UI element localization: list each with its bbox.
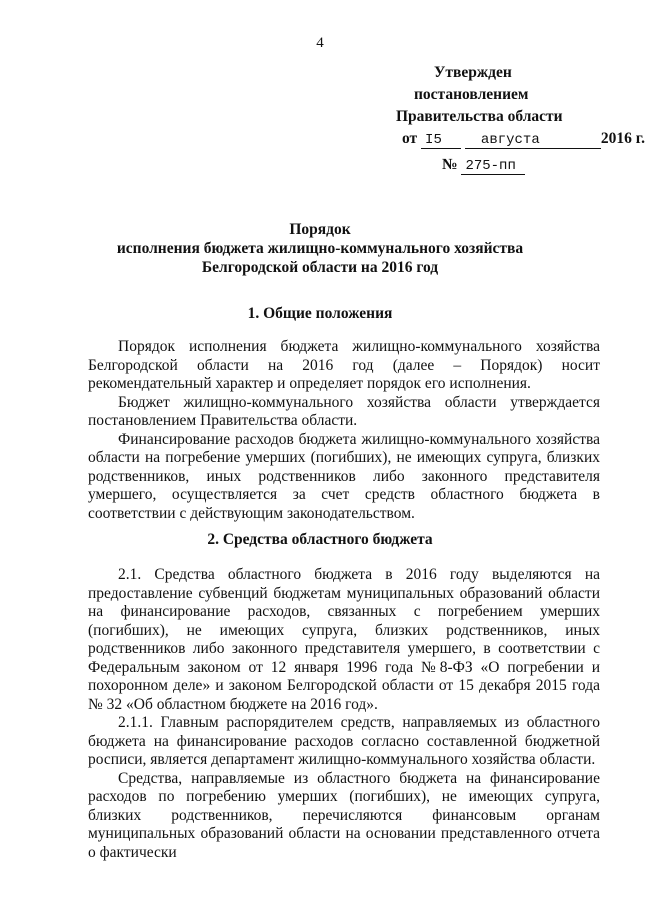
approval-year: 2016 г. — [600, 130, 645, 147]
approval-number: 275-пп — [461, 158, 525, 175]
approval-stamp — [394, 62, 645, 176]
section-2-heading: 2. Средства областного бюджета — [207, 531, 433, 548]
approval-date-line — [394, 128, 645, 150]
paragraph: Порядок исполнения бюджета жилищно-коммунального хозяйства Белгородской области на 2016 год (далее – Порядок) носит рекомендательный характер и определяет порядок его исполнения. — [88, 338, 600, 392]
title-line-1: Порядок — [289, 221, 351, 238]
paragraph: 2.1. Средства областного бюджета в 2016 году выделяются на предоставление субвенций бюджетам муниципальных образований области на финансирование расходов, связанных с погребением умерших (погибших), не имеющих супруга, близких родственников, иных родственников либо законного представителя умершего, в соответствии с Федеральным законом от 12 января 1996 года №8-ФЗ «О погребении и похоронном деле» и законом Белгородской области от 15 декабря 2015 года № 32 «Об областном бюджете на 2016 год». — [88, 566, 600, 713]
approval-number-line — [394, 154, 645, 176]
paragraph: Финансирование расходов бюджета жилищно-коммунального хозяйства области на погребение умерших (погибших), не имеющих супруга, близких родственников, иных родственников либо законного представителя умершего, осуществляется за счет средств областного бюджета в соответствии с действующим законодательством. — [88, 430, 600, 522]
approval-line-resolution: постановлением — [414, 86, 529, 103]
approval-day: I5 — [421, 132, 461, 149]
paragraph: 2.1.1. Главным распорядителем средств, направляемых из областного бюджета на финансирование расходов согласно составленной бюджетной росписи, является департамент жилищно-коммунального хозяйства области. — [88, 714, 600, 768]
section-1-heading: 1. Общие положения — [247, 305, 393, 322]
approval-line-government: Правительства области — [396, 108, 563, 125]
approval-month: августа — [465, 132, 601, 149]
paragraph: Средства, направляемые из областного бюджета на финансирование расходов по погребению умерших (погибших), не имеющих супруга, близких родственников, перечисляются финансовым органам муниципальных образований области на основании представленного отчета о фактически — [88, 769, 600, 861]
approval-date-prefix: от — [402, 130, 418, 147]
paragraph: Бюджет жилищно-коммунального хозяйства области утверждается постановлением Правительства области. — [88, 393, 600, 429]
approval-number-prefix: № — [442, 156, 458, 173]
approval-line-approved: Утвержден — [434, 64, 512, 81]
section-2-body — [88, 566, 600, 862]
section-1-body — [88, 338, 600, 523]
title-line-3: Белгородской области на 2016 год — [201, 259, 439, 276]
title-line-2: исполнения бюджета жилищно-коммунального хозяйства — [116, 240, 524, 257]
page-number: 4 — [316, 35, 324, 51]
document-title — [0, 220, 640, 277]
